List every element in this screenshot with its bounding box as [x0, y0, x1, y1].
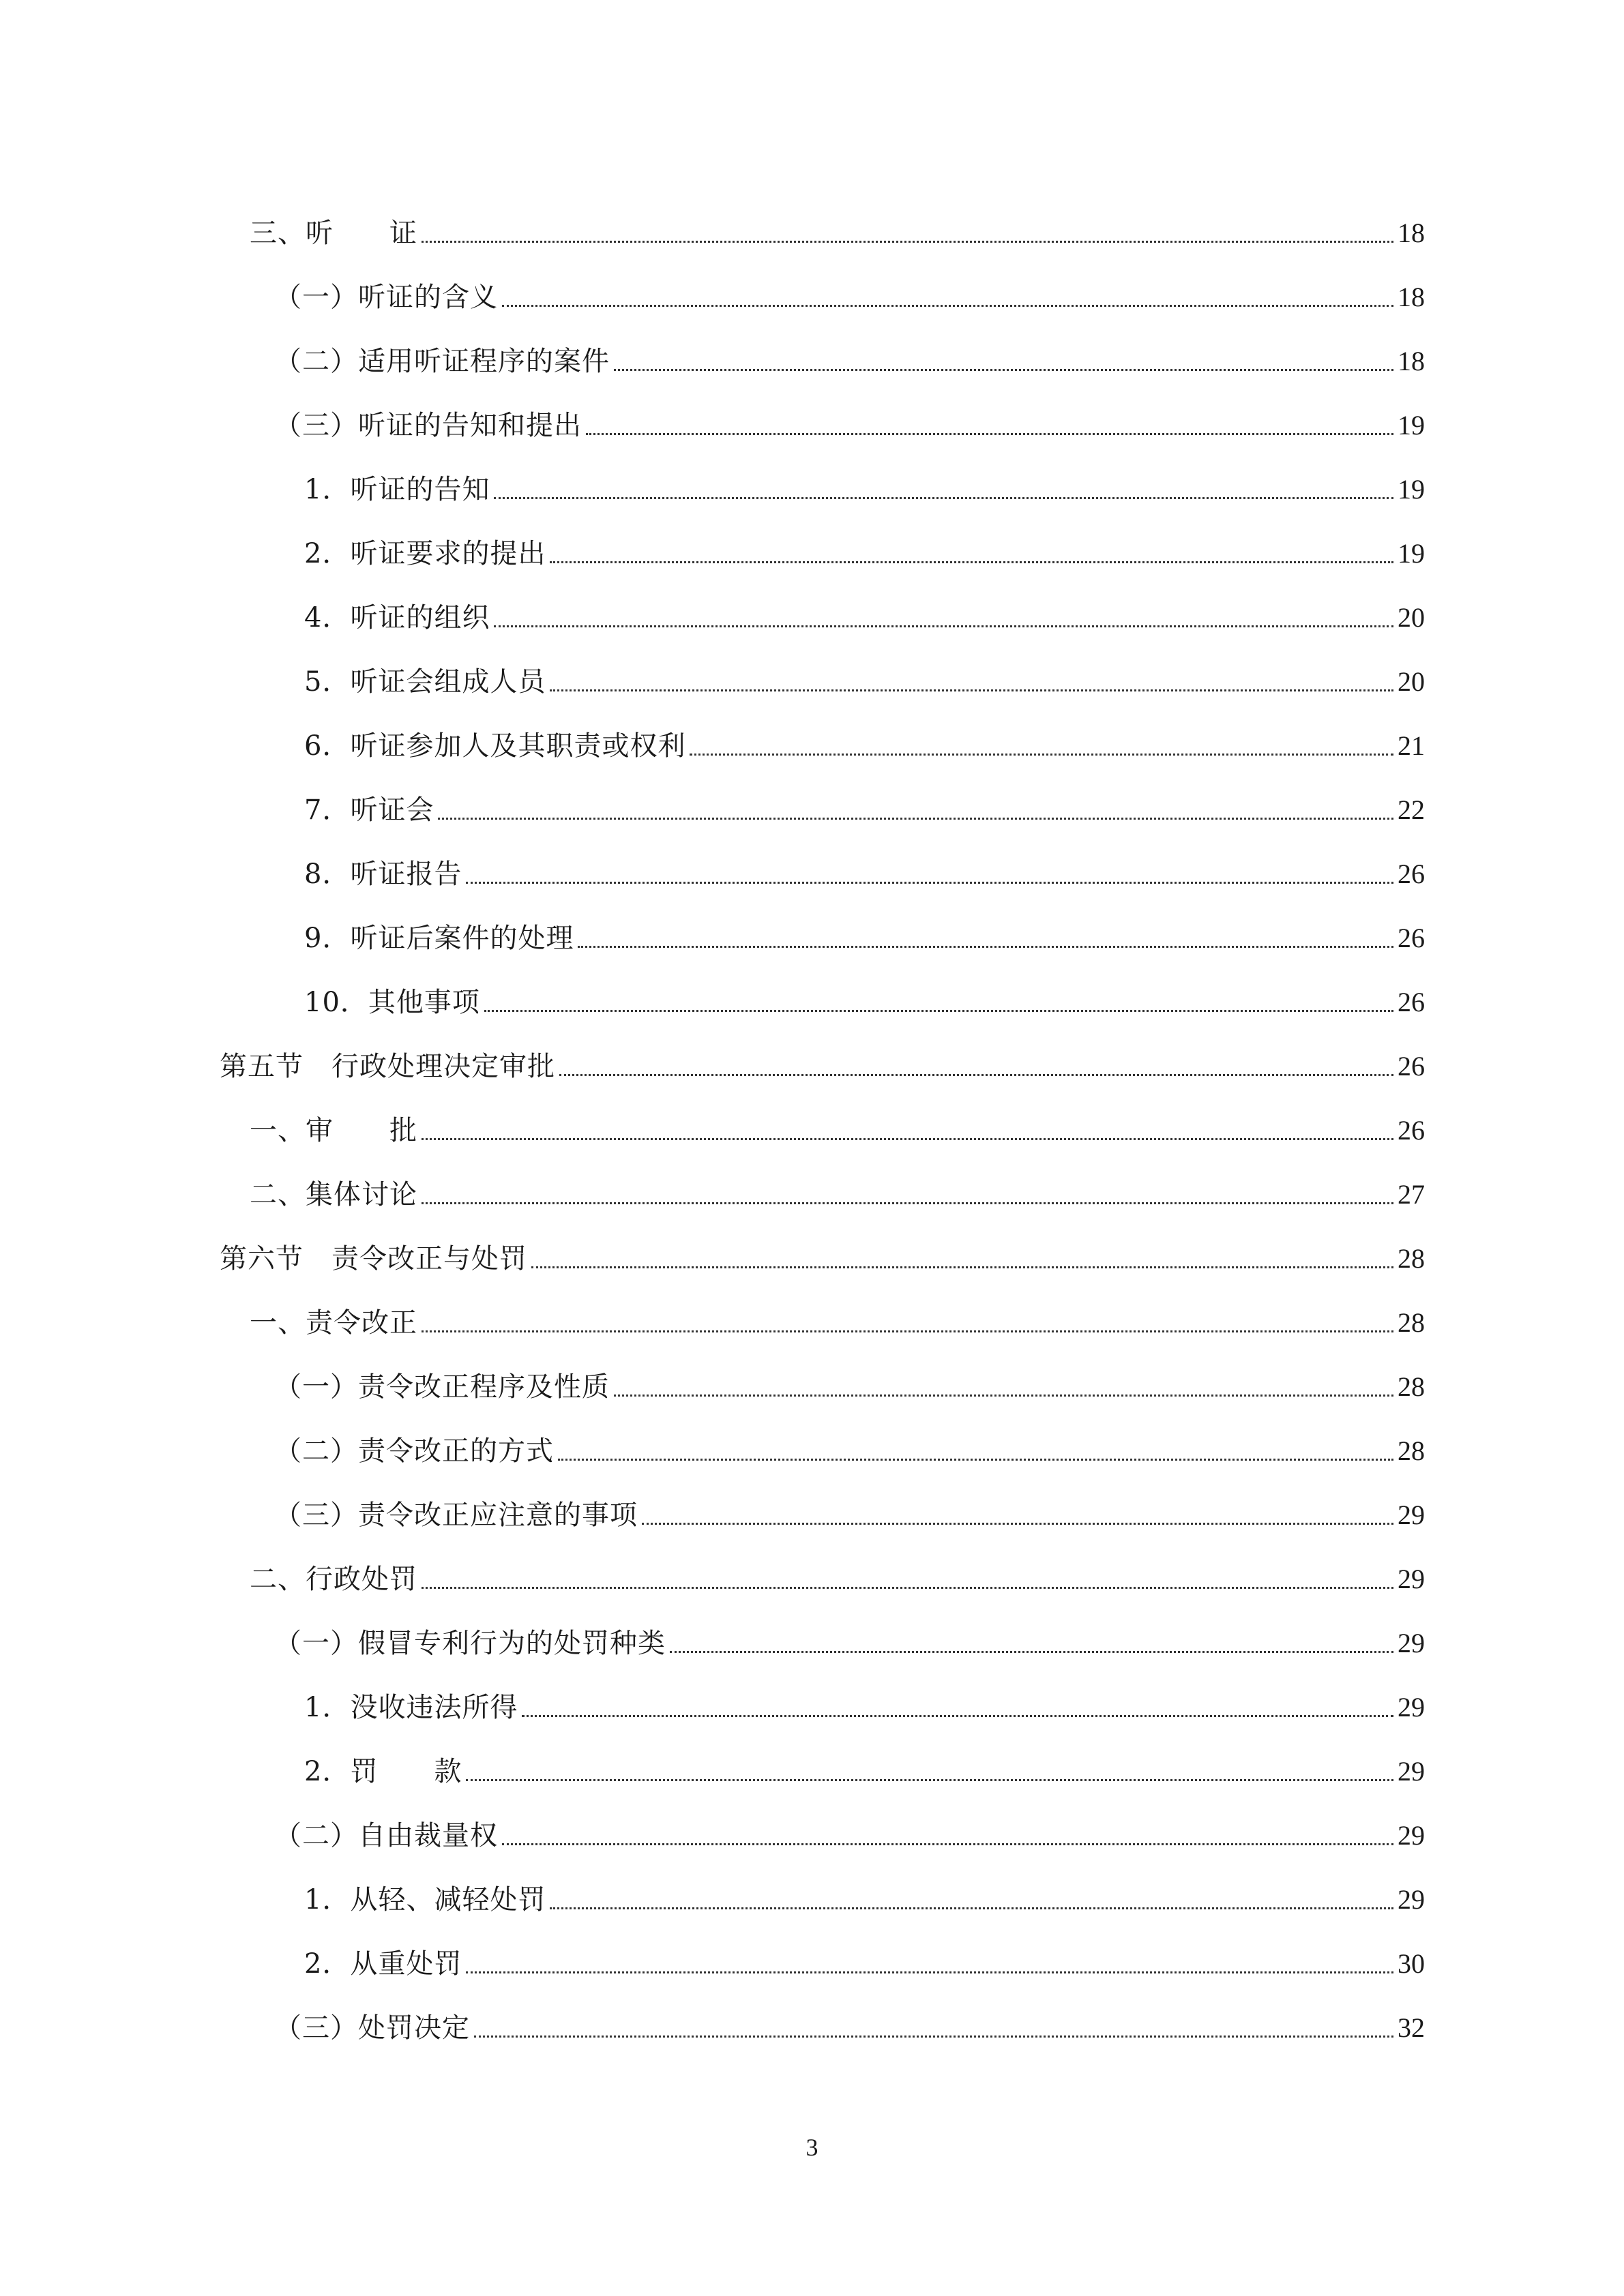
toc-leader-dots — [558, 1459, 1393, 1461]
toc-entry[interactable] — [274, 2005, 1425, 2046]
toc-entry-page: 26 — [1398, 859, 1425, 889]
toc-entry-page: 18 — [1398, 282, 1425, 312]
toc-entry-page: 18 — [1398, 218, 1425, 248]
toc-entry[interactable] — [274, 1364, 1425, 1405]
toc-entry-page: 18 — [1398, 346, 1425, 376]
toc-entry-page: 29 — [1398, 1756, 1425, 1787]
toc-leader-dots — [422, 1202, 1393, 1204]
toc-leader-dots — [550, 689, 1393, 691]
toc-entry-label: （三）听证的告知和提出 — [274, 410, 582, 441]
toc-entry-page: 19 — [1398, 410, 1425, 441]
toc-entry-label: （一）听证的含义 — [274, 282, 498, 313]
toc-leader-dots — [502, 1843, 1393, 1845]
toc-entry-label: 1．没收违法所得 — [304, 1692, 518, 1723]
toc-entry-label: 一、审 批 — [250, 1115, 417, 1146]
toc-entry-page: 29 — [1398, 1500, 1425, 1530]
toc-leader-dots — [438, 818, 1393, 820]
toc-entry-page: 19 — [1398, 474, 1425, 505]
toc-leader-dots — [614, 369, 1393, 371]
toc-entry-label: 2．听证要求的提出 — [304, 538, 546, 569]
toc-leader-dots — [586, 433, 1393, 435]
toc-entry-label: 2．罚 款 — [304, 1756, 462, 1787]
toc-entry[interactable] — [304, 787, 1425, 828]
toc-leader-dots — [422, 241, 1393, 243]
toc-entry[interactable] — [274, 1428, 1425, 1469]
toc-entry-label: （三）处罚决定 — [274, 2012, 470, 2044]
toc-entry-label: （三）责令改正应注意的事项 — [274, 1500, 638, 1531]
toc-leader-dots — [531, 1266, 1393, 1268]
toc-entry-page: 21 — [1398, 730, 1425, 761]
toc-entry[interactable] — [304, 1684, 1425, 1725]
toc-entry-page: 20 — [1398, 602, 1425, 633]
toc-entry-label: 8．听证报告 — [304, 859, 462, 890]
toc-entry[interactable] — [274, 1492, 1425, 1533]
toc-leader-dots — [466, 1971, 1393, 1973]
toc-entry-label: 9．听证后案件的处理 — [304, 923, 574, 954]
page-number: 3 — [806, 2134, 818, 2161]
toc-entry-label: 一、责令改正 — [250, 1307, 417, 1339]
toc-leader-dots — [422, 1138, 1393, 1140]
toc-leader-dots — [422, 1330, 1393, 1332]
toc-entry[interactable] — [304, 979, 1425, 1020]
toc-entry-label: 1．听证的告知 — [304, 474, 490, 505]
toc-entry-label: 2．从重处罚 — [304, 1948, 462, 1980]
toc-entry-page: 26 — [1398, 987, 1425, 1017]
toc-entry-page: 32 — [1398, 2012, 1425, 2043]
toc-entry-label: （一）假冒专利行为的处罚种类 — [274, 1628, 666, 1659]
toc-entry-label: 5．听证会组成人员 — [304, 666, 546, 698]
toc-entry[interactable] — [250, 1107, 1425, 1148]
toc-entry[interactable] — [274, 402, 1425, 443]
toc-entry-page: 29 — [1398, 1564, 1425, 1594]
toc-entry-page: 26 — [1398, 923, 1425, 953]
toc-entry-page: 28 — [1398, 1435, 1425, 1466]
toc-leader-dots — [614, 1395, 1393, 1397]
toc-entry-label: 10．其他事项 — [304, 987, 480, 1018]
toc-leader-dots — [466, 1779, 1393, 1781]
toc-entry-page: 28 — [1398, 1371, 1425, 1402]
toc-leader-dots — [474, 2036, 1393, 2038]
toc-entry-page: 30 — [1398, 1948, 1425, 1979]
toc-entry-label: 第五节 行政处理决定审批 — [220, 1051, 555, 1082]
toc-entry-label: 7．听证会 — [304, 794, 434, 826]
toc-entry-page: 26 — [1398, 1115, 1425, 1146]
toc-leader-dots — [466, 882, 1393, 884]
toc-entry[interactable] — [274, 1813, 1425, 1853]
toc-entry-label: 二、行政处罚 — [250, 1564, 417, 1595]
toc-leader-dots — [494, 497, 1393, 499]
toc-leader-dots — [670, 1651, 1393, 1653]
toc-entry[interactable] — [304, 723, 1425, 764]
toc-entry-page: 29 — [1398, 1820, 1425, 1851]
toc-entry[interactable] — [304, 659, 1425, 700]
toc-entry-label: 三、听 证 — [250, 218, 417, 249]
toc-entry-label: （一）责令改正程序及性质 — [274, 1371, 610, 1403]
toc-entry-page: 20 — [1398, 666, 1425, 697]
toc-leader-dots — [550, 1907, 1393, 1909]
toc-leader-dots — [502, 305, 1393, 307]
toc-leader-dots — [578, 946, 1393, 948]
toc-entry-page: 22 — [1398, 794, 1425, 825]
toc-leader-dots — [494, 625, 1393, 627]
toc-leader-dots — [690, 754, 1393, 756]
toc-entry-section[interactable] — [220, 1236, 1425, 1277]
toc-leader-dots — [522, 1715, 1393, 1717]
toc-leader-dots — [550, 561, 1393, 563]
toc-entry-page: 28 — [1398, 1243, 1425, 1274]
toc-entry-label: 二、集体讨论 — [250, 1179, 417, 1210]
toc-entry[interactable] — [304, 531, 1425, 571]
toc-leader-dots — [422, 1587, 1393, 1589]
toc-entry[interactable] — [304, 466, 1425, 507]
toc-entry[interactable] — [250, 1172, 1425, 1212]
toc-entry-label: （二）责令改正的方式 — [274, 1435, 554, 1467]
toc-entry-page: 29 — [1398, 1628, 1425, 1658]
toc-entry[interactable] — [304, 595, 1425, 636]
toc-entry[interactable] — [304, 1941, 1425, 1982]
toc-entry[interactable] — [304, 1877, 1425, 1918]
toc-entry-page: 29 — [1398, 1884, 1425, 1915]
toc-entry-page: 26 — [1398, 1051, 1425, 1082]
toc-entry-label: 第六节 责令改正与处罚 — [220, 1243, 527, 1274]
toc-entry-label: 4．听证的组织 — [304, 602, 490, 633]
toc-entry-page: 29 — [1398, 1692, 1425, 1723]
toc-entry-label: （二）适用听证程序的案件 — [274, 346, 610, 377]
toc-entry[interactable] — [250, 1300, 1425, 1341]
toc-entry-section[interactable] — [220, 1043, 1425, 1084]
toc-entry[interactable] — [304, 851, 1425, 892]
toc-entry[interactable] — [304, 1748, 1425, 1789]
toc-entry[interactable] — [304, 915, 1425, 956]
toc-entry[interactable] — [274, 274, 1425, 315]
toc-leader-dots — [559, 1074, 1393, 1076]
toc-entry-label: 6．听证参加人及其职责或权利 — [304, 730, 686, 762]
toc-leader-dots — [484, 1010, 1393, 1012]
toc-entry[interactable] — [274, 1620, 1425, 1661]
toc-entry-page: 27 — [1398, 1179, 1425, 1210]
toc-entry[interactable] — [250, 210, 1425, 251]
toc-entry-page: 28 — [1398, 1307, 1425, 1338]
toc-entry[interactable] — [250, 1556, 1425, 1597]
toc-entry-page: 19 — [1398, 538, 1425, 569]
toc-leader-dots — [642, 1523, 1393, 1525]
toc-entry-label: 1．从轻、减轻处罚 — [304, 1884, 546, 1915]
toc-entry-label: （二）自由裁量权 — [274, 1820, 498, 1851]
toc-entry[interactable] — [274, 338, 1425, 379]
